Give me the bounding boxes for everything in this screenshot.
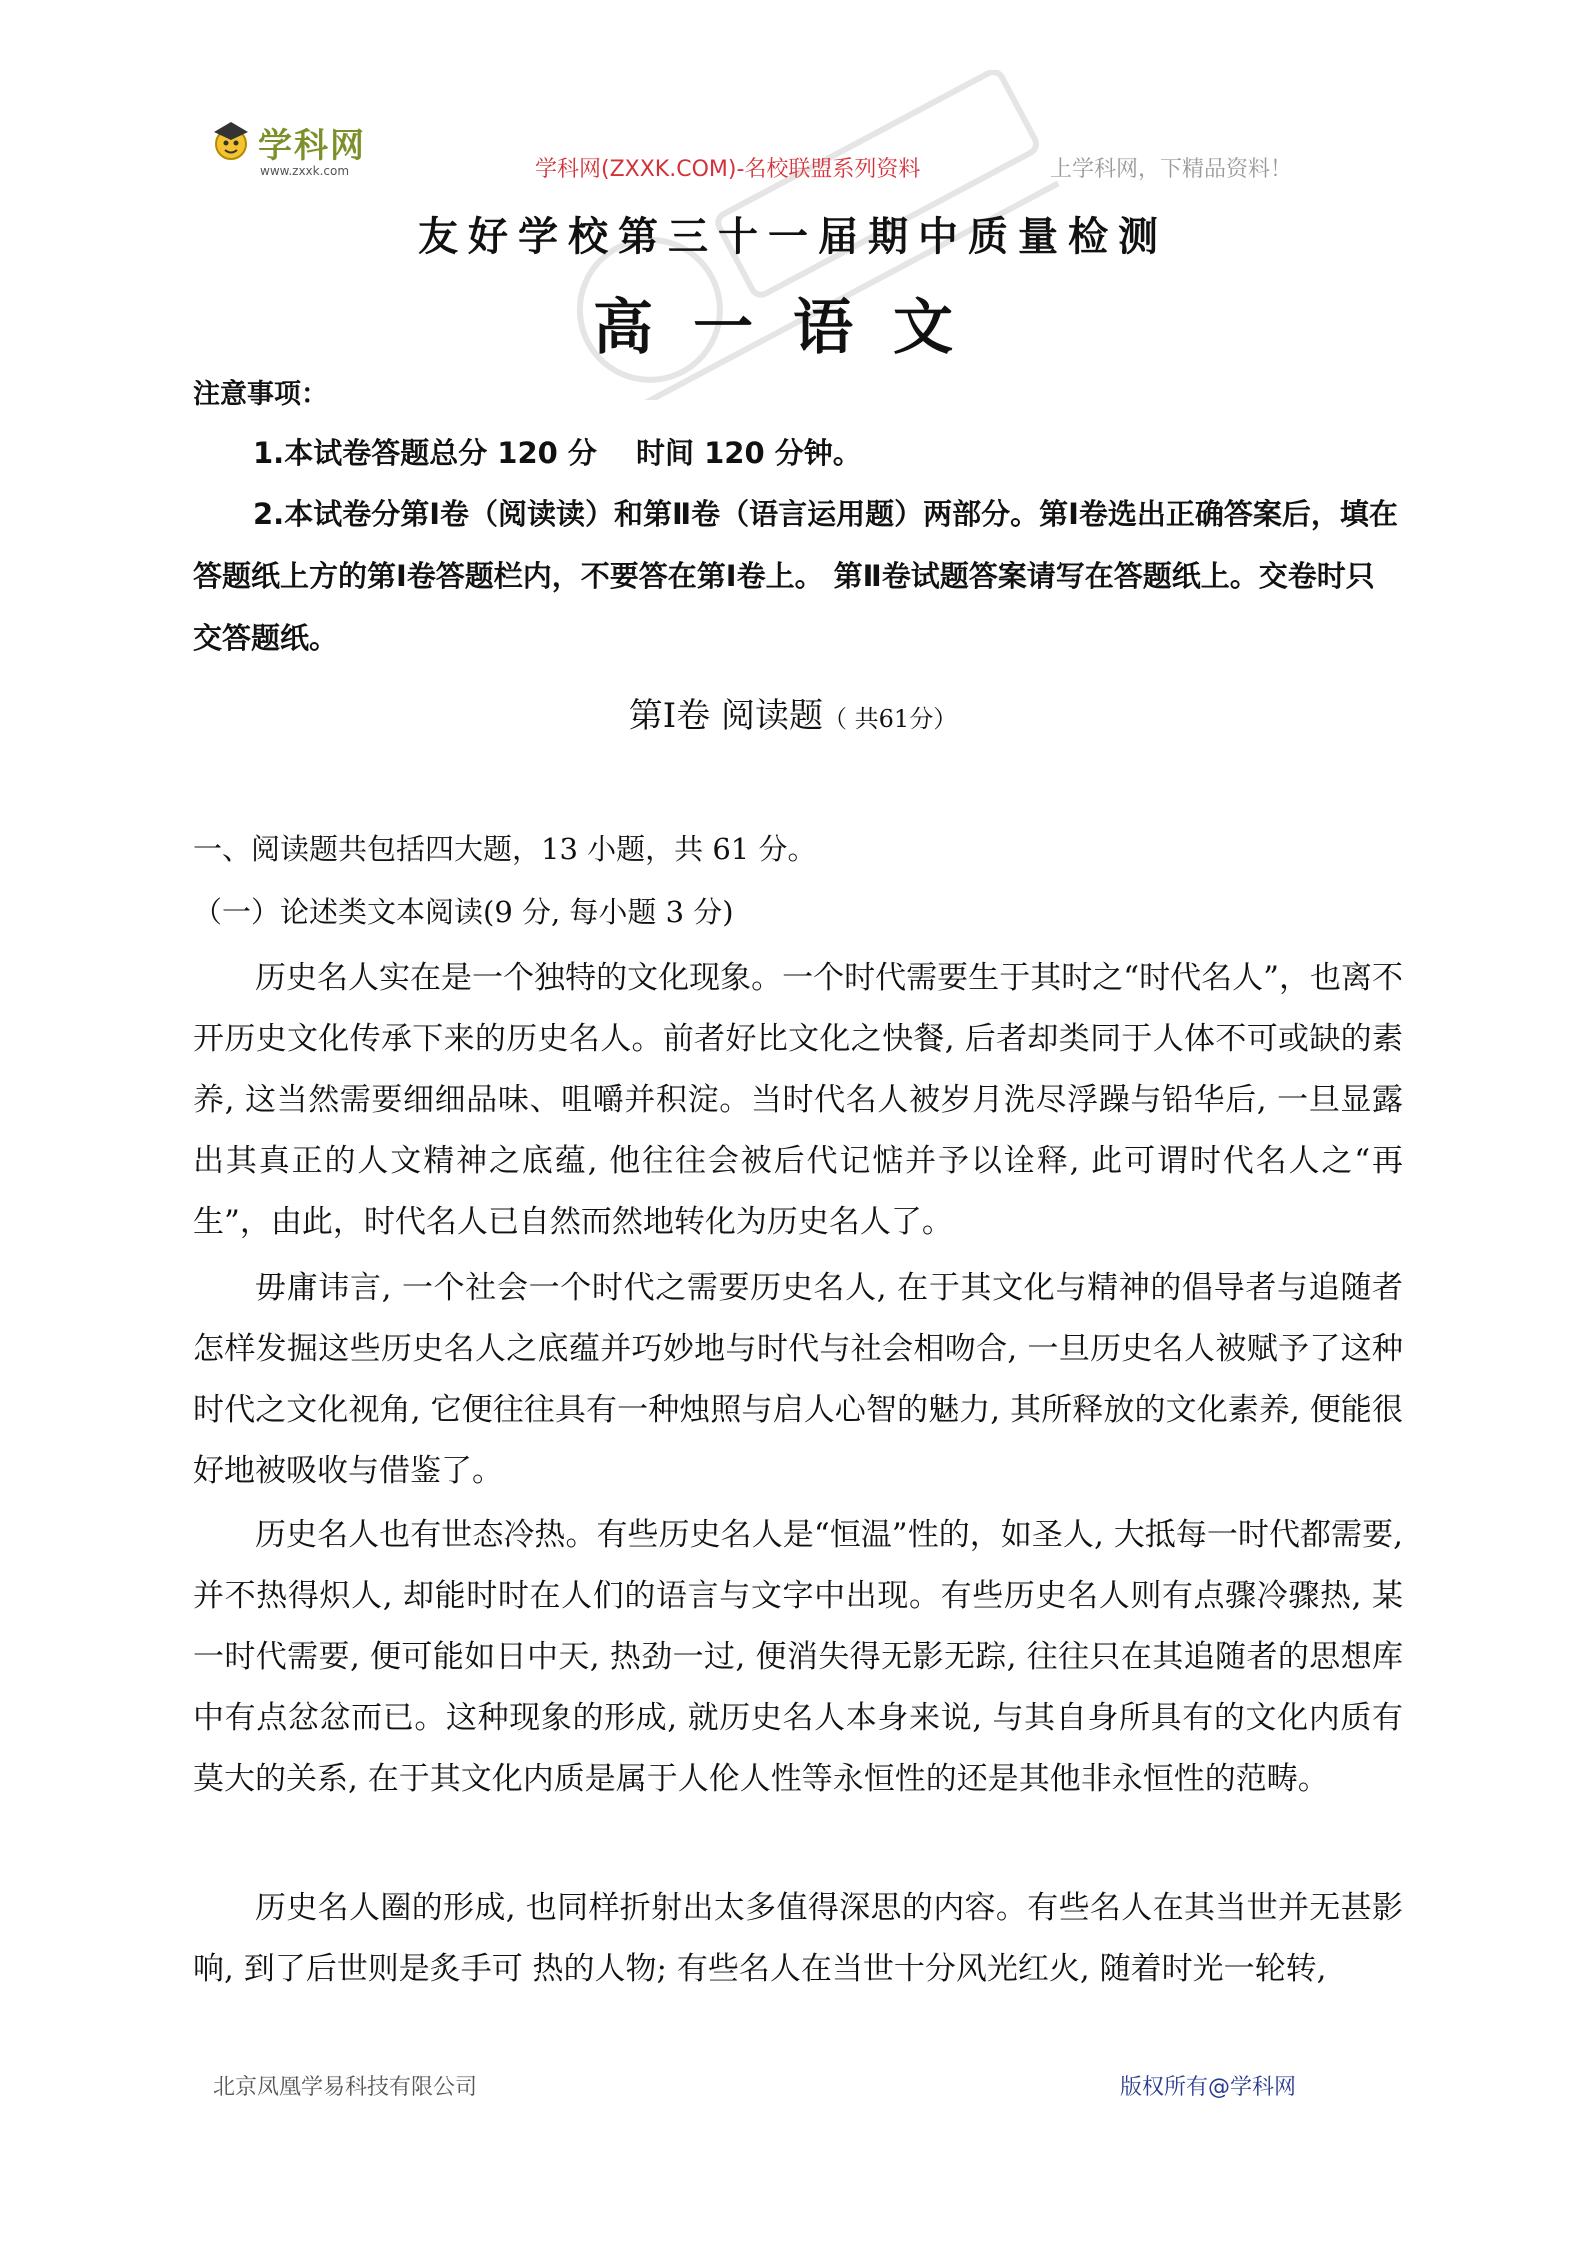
notice-item-2: 2.本试卷分第Ⅰ卷（阅读读）和第Ⅱ卷（语言运用题）两部分。第Ⅰ卷选出正确答案后，填在答题纸上方的第Ⅰ卷答题栏内，不要答在第Ⅰ卷上。 第Ⅱ卷试题答案请写在答题纸上。交卷时只交答题纸。 (193, 497, 1398, 655)
header-right-text: 上学科网，下精品资料！ (1050, 157, 1293, 182)
logo-text: 学科网 (258, 126, 366, 166)
mascot-icon (208, 118, 254, 164)
subject-title: 高一语文 (593, 293, 993, 363)
section-score: （ 共61分） (823, 705, 958, 733)
passage-paragraph-3: 历史名人也有世态冷热。有些历史名人是“恒温”性的，如圣人, 大抵每一时代都需要, 并不热得炽人, 却能时时在人们的语言与文字中出现。有些历史名人则有点骤冷骤热, 某一时代需要, 便可能如日中天, 热劲一过, 便消失得无影无踪, 往往只在其追随者的思想库中有点忿忿而已。这种现象的形成, 就历史名人本身来说, 与其自身所具有的文化内质有莫大的关系, 在于其文化内质是属于人伦人性等永恒性的还是其他非永恒性的范畴。 (193, 1517, 1403, 1797)
passage-paragraph-4: 历史名人圈的形成, 也同样折射出太多值得深思的内容。有些名人在其当世并无甚影响, 到了后世则是炙手可 热的人物; 有些名人在当世十分风光红火, 随着时光一轮转, (193, 1890, 1403, 1987)
footer-company: 北京凤凰学易科技有限公司 (213, 2075, 478, 2100)
xuekewang-logo (200, 112, 380, 182)
logo-url: www.zxxk.com (260, 164, 350, 178)
section-title-text: 第Ⅰ卷 阅读题 (628, 696, 824, 736)
notice-heading: 注意事项： (193, 379, 328, 410)
passage-paragraph-2: 毋庸讳言, 一个社会一个时代之需要历史名人, 在于其文化与精神的倡导者与追随者怎样发掘这些历史名人之底蕴并巧妙地与时代与社会相吻合, 一旦历史名人被赋予了这种时代之文化视角, 它便往往具有一种烛照与启人心智的魅力, 其所释放的文化素养, 便能很好地被吸收与借鉴了。 (193, 1270, 1403, 1489)
footer-copyright: 版权所有@学科网 (1120, 2075, 1297, 2100)
questions-subheading: （一）论述类文本阅读(9 分, 每小题 3 分) (193, 895, 734, 929)
section-title (0, 688, 1586, 737)
header-center-text: 学科网(ZXXK.COM)-名校联盟系列资料 (535, 157, 921, 182)
questions-intro: 一、阅读题共包括四大题，13 小题，共 61 分。 (193, 832, 817, 866)
exam-title: 友好学校第三十一届期中质量检测 (418, 214, 1168, 260)
notice-item-1: 1.本试卷答题总分 120 分 时间 120 分钟。 (253, 436, 862, 470)
passage-paragraph-1: 历史名人实在是一个独特的文化现象。一个时代需要生于其时之“时代名人”，也离不开历史文化传承下来的历史名人。前者好比文化之快餐, 后者却类同于人体不可或缺的素养, 这当然需要细细品味、咀嚼并积淀。当时代名人被岁月洗尽浮躁与铅华后, 一旦显露出其真正的人文精神之底蕴, 他往往会被后代记惦并予以诠释, 此可谓时代名人之“再生”，由此，时代名人已自然而然地转化为历史名人了。 (193, 960, 1403, 1240)
